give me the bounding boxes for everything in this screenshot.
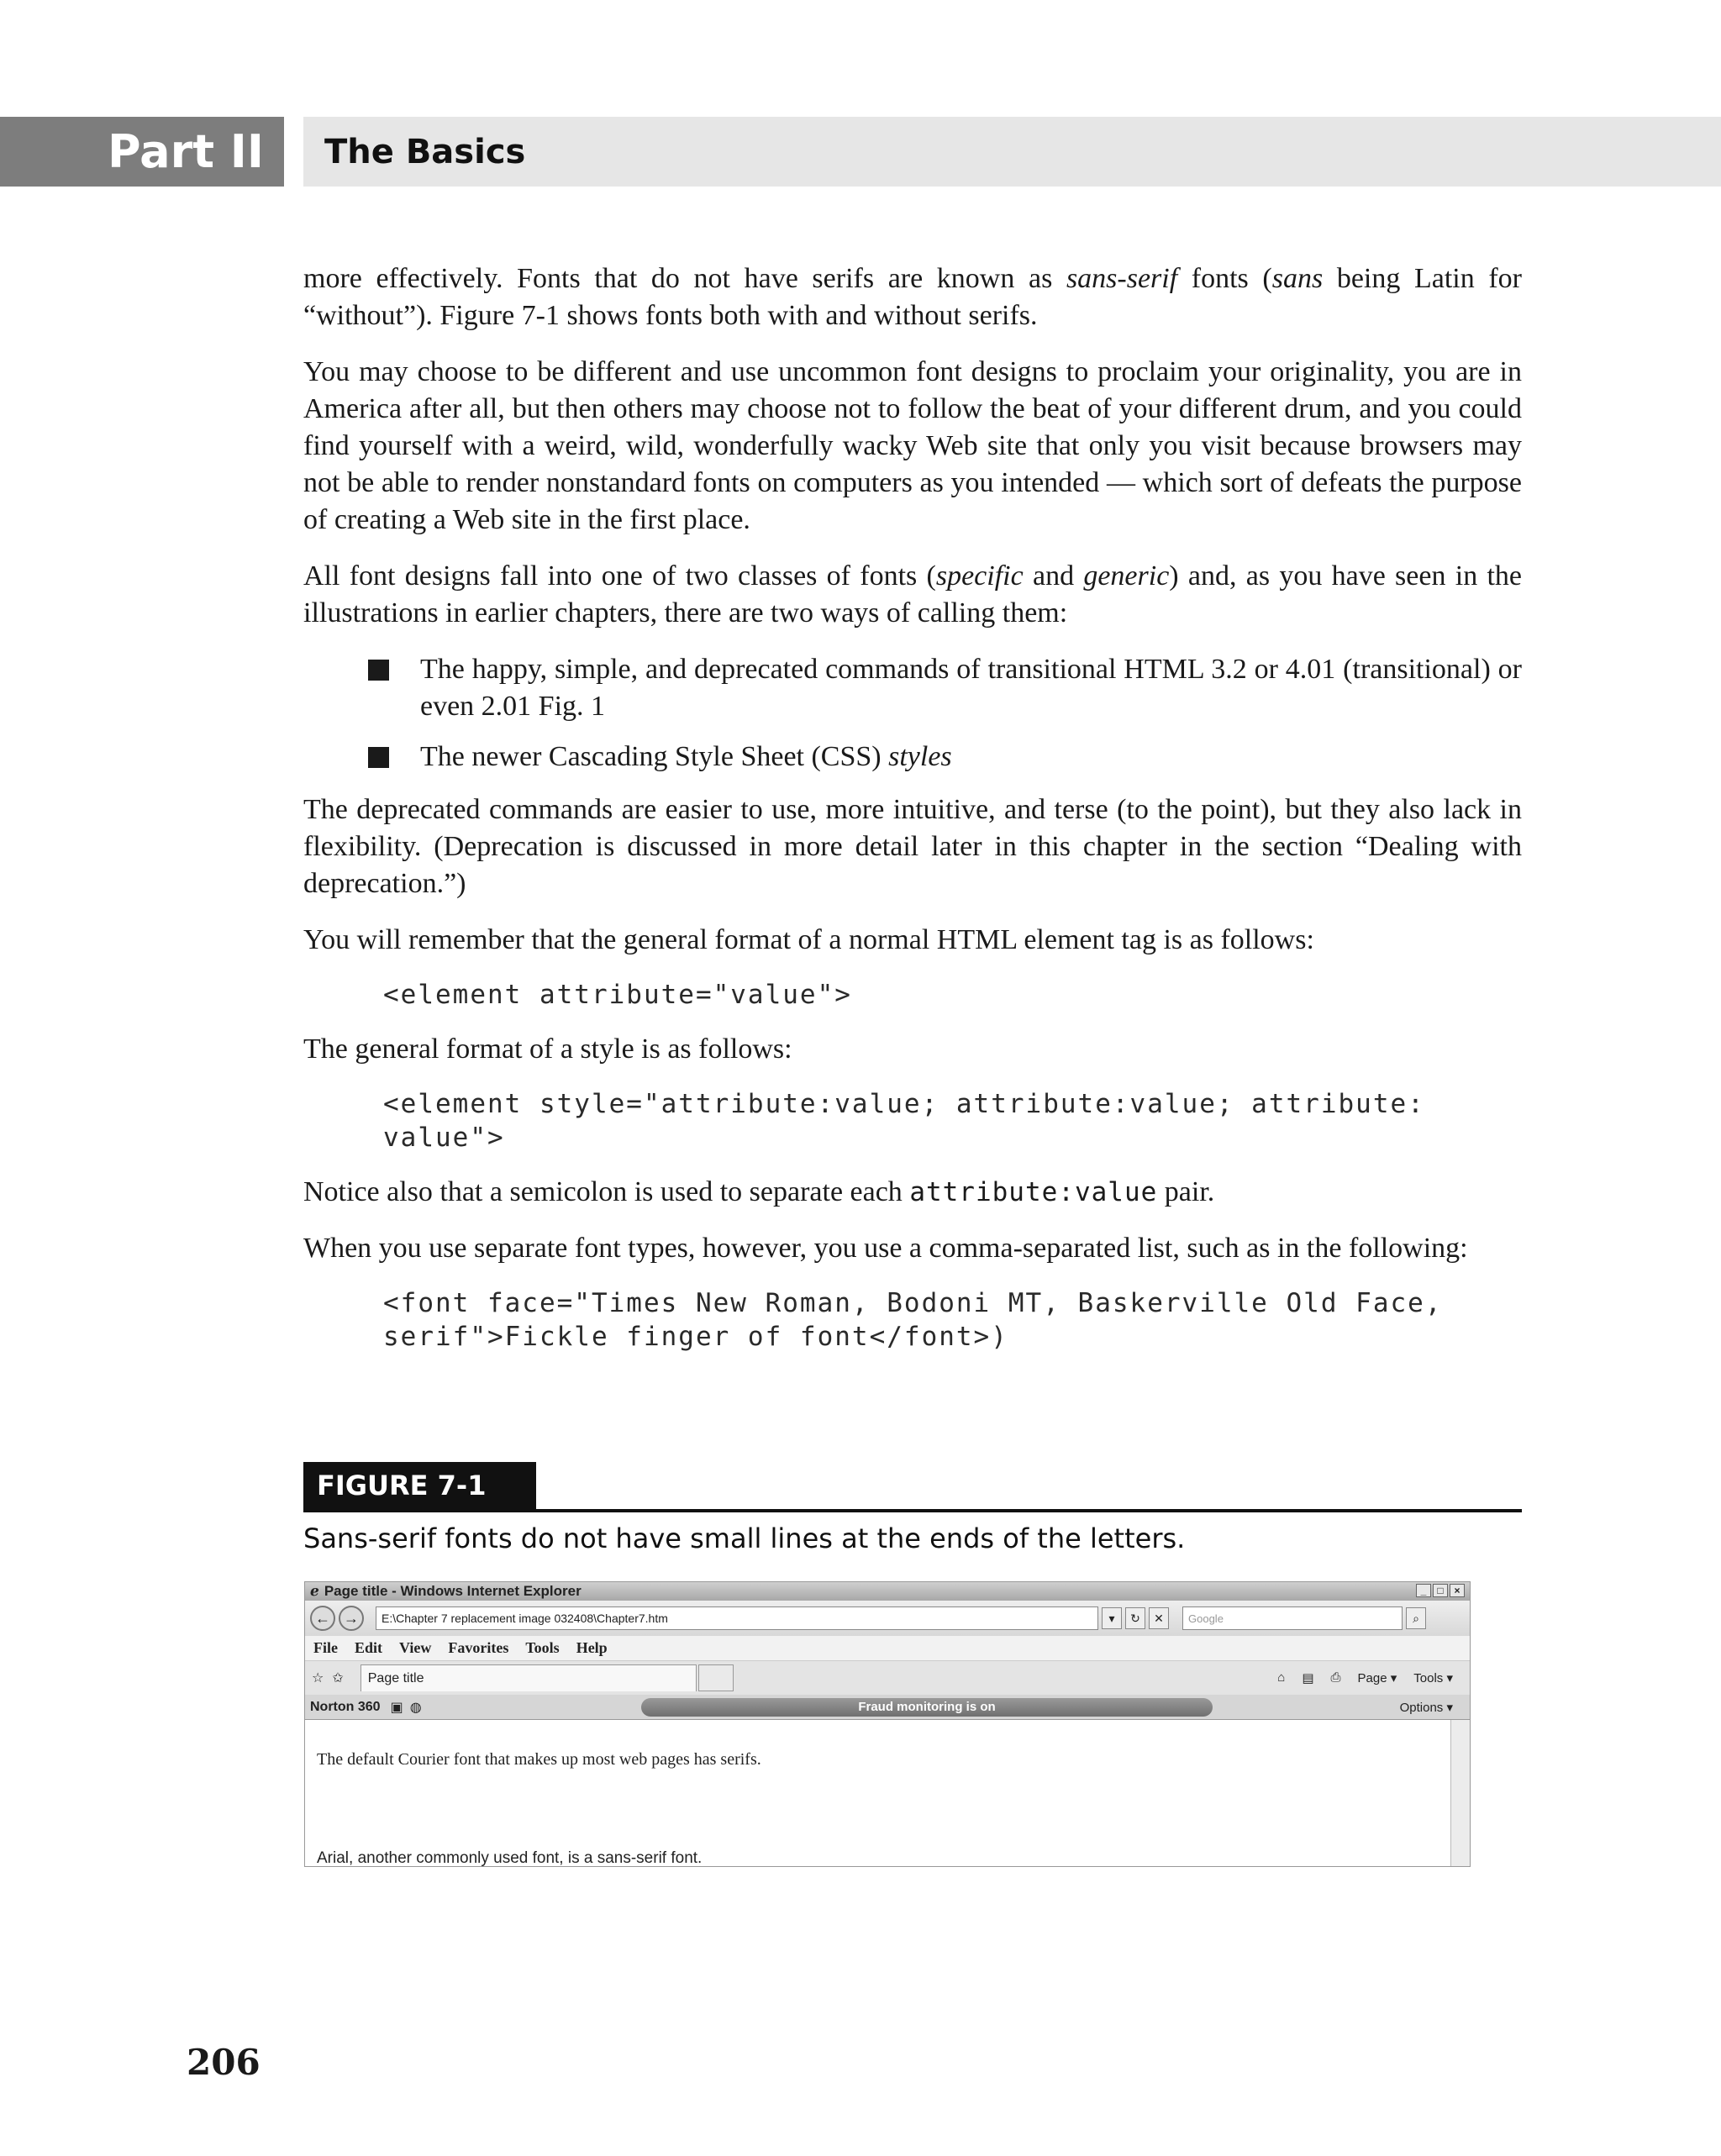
paragraph: You may choose to be different and use uncommon font designs to proclaim your originality, you are in America after all, but then others may choose not to follow the beat of your different drum, and you could find yourself with a weird, wild, wonderfully wacky Web site that only you visit because browsers may not be able to render nonstandard fonts on computers as you intended — which sort of defeats the purpose of creating a Web site in the first place. bbox=[303, 356, 1522, 535]
sans-sample-text: Arial, another commonly used font, is a sans-serif font. bbox=[317, 1849, 703, 1867]
italic-term: sans bbox=[1271, 263, 1324, 294]
body-text bbox=[303, 260, 1522, 1373]
search-icon[interactable]: ⌕ bbox=[1406, 1607, 1426, 1629]
print-icon[interactable]: ⎙ bbox=[1330, 1670, 1341, 1685]
tools-menu-button[interactable]: Tools ▾ bbox=[1413, 1671, 1453, 1685]
new-tab-button[interactable] bbox=[698, 1664, 734, 1691]
address-row bbox=[305, 1601, 1470, 1636]
paragraph: When you use separate font types, however, you use a comma-separated list, such as in the following: bbox=[303, 1233, 1468, 1264]
paragraph bbox=[303, 260, 1522, 334]
list-item bbox=[303, 651, 1522, 725]
bullet-square-icon bbox=[368, 660, 389, 681]
refresh-icon[interactable]: ↻ bbox=[1125, 1607, 1145, 1629]
list-item bbox=[303, 739, 1522, 776]
paragraph bbox=[303, 1174, 1522, 1211]
menu-edit[interactable]: Edit bbox=[355, 1639, 383, 1656]
italic-term: specific bbox=[935, 560, 1024, 592]
menu-tools[interactable]: Tools bbox=[525, 1639, 560, 1656]
paragraph: The deprecated commands are easier to use, more intuitive, and terse (to the point), but they also lack in flexibility. (Deprecation is discussed in more detail later in this chapter in the section “Dealing with deprecation.”) bbox=[303, 794, 1522, 899]
globe-icon[interactable]: ◍ bbox=[409, 1700, 422, 1715]
italic-term: styles bbox=[888, 741, 952, 772]
section-title: The Basics bbox=[303, 117, 1721, 187]
figure-caption: Sans-serif fonts do not have small lines at the ends of the letters. bbox=[303, 1522, 1186, 1554]
code-block: <element style="attribute:value; attribute:value; attribute: value"> bbox=[383, 1089, 1425, 1153]
fraud-monitor-bar[interactable]: Fraud monitoring is on bbox=[641, 1698, 1213, 1717]
page-content bbox=[305, 1720, 1470, 1867]
italic-term: generic bbox=[1083, 560, 1170, 592]
text: ) and, as you have seen in the illustrations in earlier chapters, there are two ways of calling them: bbox=[303, 560, 1522, 628]
window-title: Page title - Windows Internet Explorer bbox=[324, 1583, 582, 1599]
home-icon[interactable]: ⌂ bbox=[1277, 1670, 1286, 1685]
page-menu-button[interactable]: Page ▾ bbox=[1357, 1671, 1397, 1685]
window-titlebar bbox=[305, 1582, 1470, 1601]
text: Notice also that a semicolon is used to separate each bbox=[303, 1176, 910, 1207]
favorites-star-icon[interactable]: ☆ bbox=[312, 1671, 324, 1685]
page-number: 206 bbox=[187, 2042, 261, 2083]
bullet-square-icon bbox=[368, 747, 389, 768]
paragraph: You will remember that the general format of a normal HTML element tag is as follows: bbox=[303, 924, 1314, 955]
command-bar bbox=[1277, 1670, 1453, 1685]
norton-card-icon[interactable]: ▣ bbox=[390, 1700, 403, 1715]
ie-icon: ℯ bbox=[310, 1583, 319, 1599]
paragraph: The general format of a style is as follows: bbox=[303, 1033, 792, 1065]
text: The happy, simple, and deprecated commands of transitional HTML 3.2 or 4.01 (transitional) or even 2.01 Fig. 1 bbox=[420, 654, 1522, 722]
options-button[interactable]: Options ▾ bbox=[1399, 1701, 1453, 1715]
figure-heading bbox=[303, 1462, 1522, 1512]
menu-bar bbox=[305, 1636, 1470, 1661]
part-label: Part II bbox=[0, 117, 284, 187]
menu-help[interactable]: Help bbox=[576, 1639, 608, 1656]
serif-sample-text: The default Courier font that makes up most web pages has serifs. bbox=[317, 1750, 761, 1769]
text: being Latin for “without”). Figure 7-1 shows fonts both with and without serifs. bbox=[303, 263, 1522, 331]
maximize-icon[interactable]: □ bbox=[1433, 1584, 1448, 1597]
search-input[interactable]: Google bbox=[1182, 1606, 1403, 1630]
add-favorite-icon[interactable]: ✩ bbox=[332, 1671, 344, 1685]
text: more effectively. Fonts that do not have serifs are known as bbox=[303, 263, 1066, 294]
browser-screenshot bbox=[304, 1581, 1471, 1867]
tab-row bbox=[305, 1661, 1470, 1695]
figure-label: FIGURE 7-1 bbox=[303, 1462, 536, 1509]
stop-icon[interactable]: ✕ bbox=[1149, 1607, 1169, 1629]
inline-code: attribute:value bbox=[909, 1177, 1158, 1207]
text: and bbox=[1023, 560, 1084, 592]
address-bar[interactable]: E:\Chapter 7 replacement image 032408\Chapter7.htm bbox=[376, 1606, 1098, 1630]
feeds-icon[interactable]: ▤ bbox=[1302, 1671, 1314, 1685]
forward-arrow-icon[interactable]: → bbox=[339, 1606, 364, 1631]
menu-favorites[interactable]: Favorites bbox=[448, 1639, 509, 1656]
menu-view[interactable]: View bbox=[399, 1639, 432, 1656]
dropdown-icon[interactable]: ▾ bbox=[1102, 1607, 1122, 1629]
window-controls bbox=[1416, 1584, 1465, 1597]
tab-page-title[interactable]: Page title bbox=[361, 1664, 697, 1691]
menu-file[interactable]: File bbox=[313, 1639, 338, 1656]
code-block: <font face="Times New Roman, Bodoni MT, Baskerville Old Face, serif">Fickle finger of font</font>) bbox=[383, 1288, 1443, 1352]
close-icon[interactable]: × bbox=[1450, 1584, 1465, 1597]
paragraph bbox=[303, 558, 1522, 632]
text: The newer Cascading Style Sheet (CSS) bbox=[420, 741, 889, 772]
vertical-scrollbar[interactable] bbox=[1450, 1720, 1470, 1867]
back-arrow-icon[interactable]: ← bbox=[310, 1606, 335, 1631]
code-block: <element attribute="value"> bbox=[383, 980, 852, 1010]
text: pair. bbox=[1157, 1176, 1215, 1207]
text: All font designs fall into one of two classes of fonts ( bbox=[303, 560, 936, 592]
minimize-icon[interactable]: _ bbox=[1416, 1584, 1431, 1597]
italic-term: sans-serif bbox=[1066, 263, 1178, 294]
norton-toolbar bbox=[305, 1695, 1470, 1720]
text: fonts ( bbox=[1177, 263, 1272, 294]
bullet-list bbox=[303, 651, 1522, 776]
norton-label: Norton 360 bbox=[310, 1699, 381, 1714]
